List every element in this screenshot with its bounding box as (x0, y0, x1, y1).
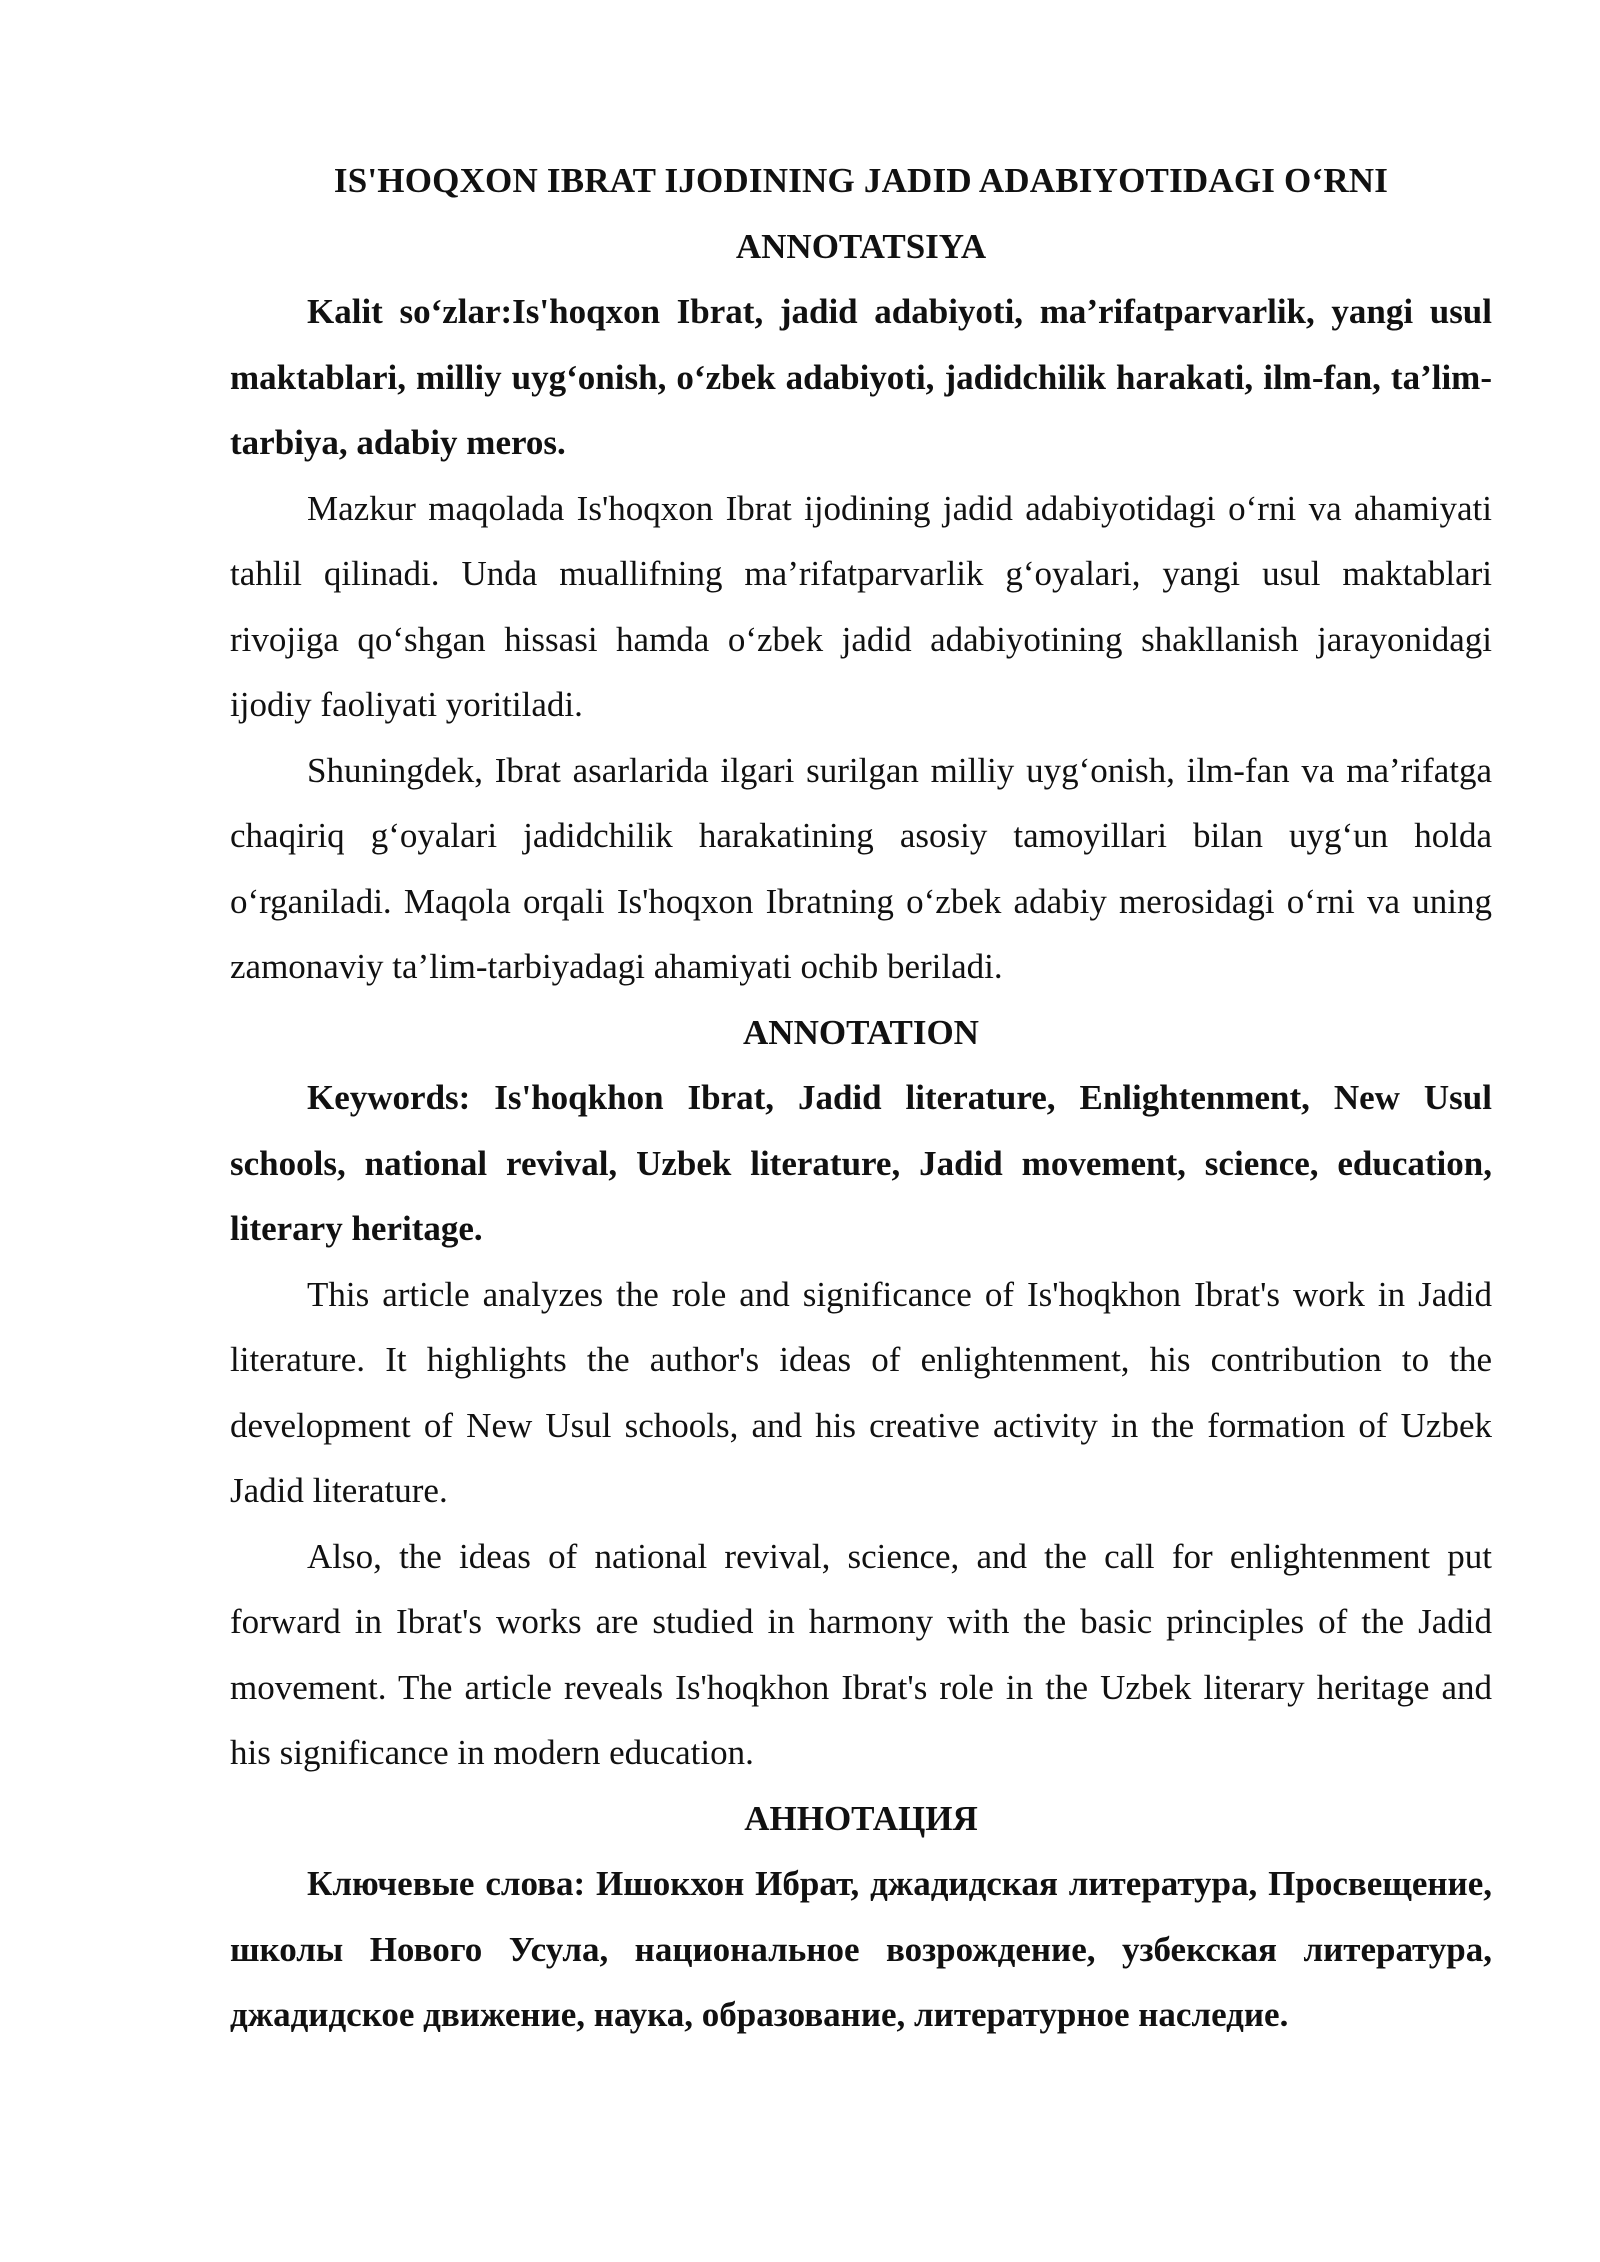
russian-annotation-section (230, 1786, 1492, 2048)
uzbek-annotation-heading: ANNOTATSIYA (735, 226, 987, 266)
english-annotation-section (230, 1000, 1492, 1786)
english-paragraph-1: This article analyzes the role and significance of Is'hoqkhon Ibrat's work in Jadid literature. It highlights the author's ideas of enlightenment, his contribution to the development of New Usul schools, and his creative activity in the formation of Uzbek Jadid literature. (230, 1274, 1492, 1510)
english-keywords: Keywords: Is'hoqkhon Ibrat, Jadid literature, Enlightenment, New Usul schools, national revival, Uzbek literature, Jadid movement, science, education, literary heritage. (230, 1078, 1492, 1248)
document-page (230, 148, 1492, 2048)
russian-keywords: Ключевые слова: Ишокхон Ибрат, джадидская литература, Просвещение, школы Нового Усула, национальное возрождение, узбекская литература, джадидское движение, наука, образование, литературное наследие. (230, 1864, 1492, 2034)
uzbek-paragraph-2: Shuningdek, Ibrat asarlarida ilgari surilgan milliy uyg‘onish, ilm-fan va ma’rifatga chaqiriq g‘oyalari jadidchilik harakatining asosiy tamoyillari bilan uyg‘un holda o‘rganiladi. Maqola orqali Is'hoqxon Ibratning o‘zbek adabiy merosidagi o‘rni va uning zamonaviy ta’lim-tarbiyadagi ahamiyati ochib beriladi. (230, 750, 1492, 986)
article-title: IS'HOQXON IBRAT IJODINING JADID ADABIYOTIDAGI O‘RNI (333, 161, 1389, 200)
english-annotation-heading: ANNOTATION (743, 1012, 979, 1052)
uzbek-paragraph-1: Mazkur maqolada Is'hoqxon Ibrat ijodining jadid adabiyotidagi o‘rni va ahamiyati tahlil qilinadi. Unda muallifning ma’rifatparvarlik g‘oyalari, yangi usul maktablari rivojiga qo‘shgan hissasi hamda o‘zbek jadid adabiyotining shakllanish jarayonidagi ijodiy faoliyati yoritiladi. (230, 488, 1492, 724)
uzbek-keywords: Kalit so‘zlar:Is'hoqxon Ibrat, jadid adabiyoti, ma’rifatparvarlik, yangi usul maktablari, milliy uyg‘onish, o‘zbek adabiyoti, jadidchilik harakati, ilm-fan, ta’lim-tarbiya, adabiy meros. (230, 292, 1492, 462)
russian-annotation-heading: АННОТАЦИЯ (744, 1798, 978, 1838)
uzbek-annotation-section (230, 214, 1492, 1000)
english-paragraph-2: Also, the ideas of national revival, science, and the call for enlightenment put forward in Ibrat's works are studied in harmony with the basic principles of the Jadid movement. The article reveals Is'hoqkhon Ibrat's role in the Uzbek literary heritage and his significance in modern education. (230, 1536, 1492, 1772)
